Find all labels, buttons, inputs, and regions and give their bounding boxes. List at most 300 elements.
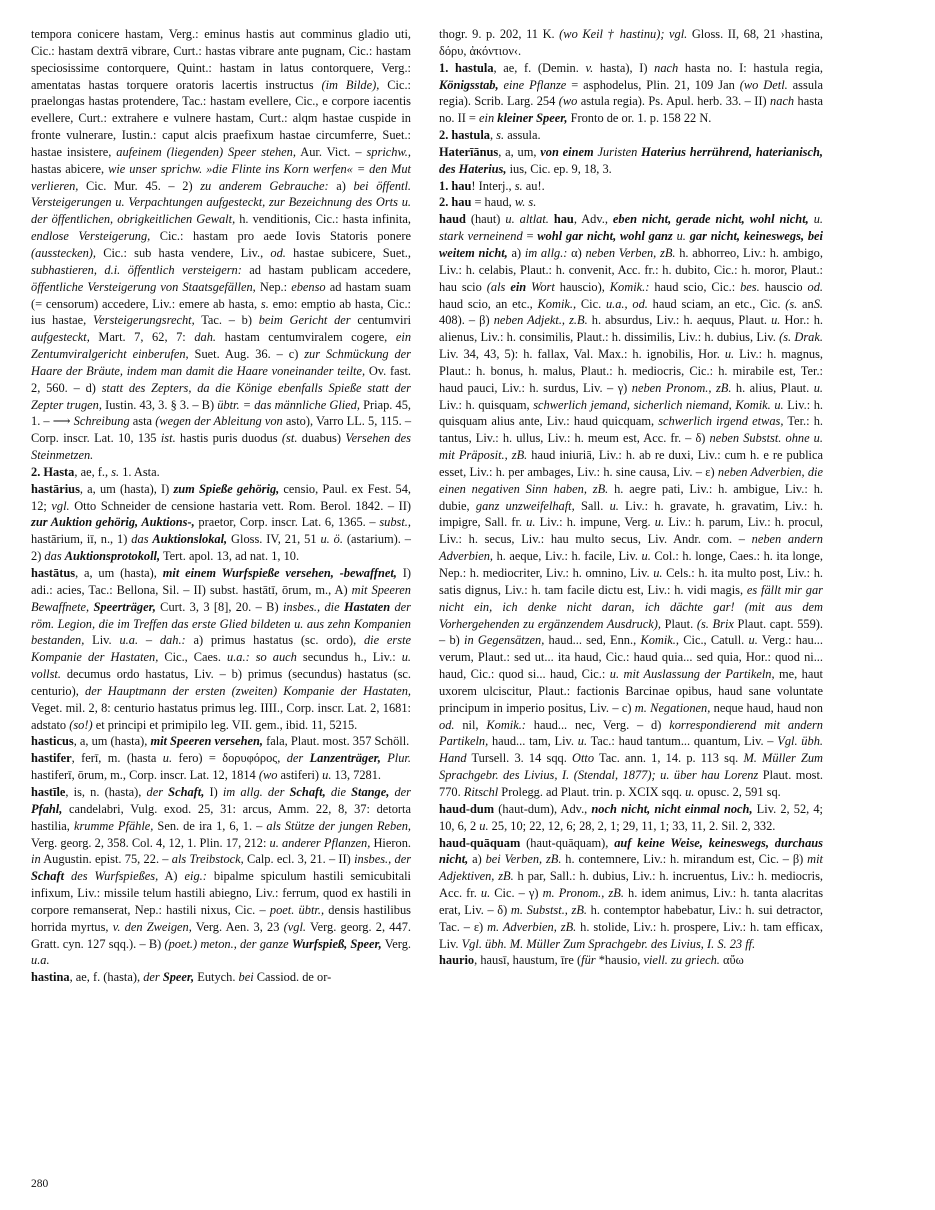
entry-text: Tac. ann. 1, 14. p. 113 sq. bbox=[594, 751, 744, 766]
entry-text: s. bbox=[111, 464, 120, 479]
entry-text: Col.: h. longe, Caes.: h. ita longe, Nep.: h. mediocriter, Liv.: h. omnino, Liv. bbox=[439, 549, 823, 580]
entry-text: Stange, bbox=[351, 784, 390, 799]
entry-headword: haurio bbox=[439, 953, 475, 968]
entry-text: Cassiod. de or- bbox=[253, 970, 332, 985]
dictionary-entry bbox=[439, 178, 823, 195]
entry-text: A) bbox=[158, 869, 185, 884]
dictionary-entry bbox=[31, 464, 411, 481]
entry-text: viell. zu griech. bbox=[643, 953, 720, 968]
entry-text: Sall. bbox=[574, 498, 610, 513]
entry-text: h. contemptor habebatur, Liv.: h. sui detractor, Tac. – ε) bbox=[439, 902, 823, 934]
entry-text: u.a.: so auch bbox=[227, 650, 297, 665]
dictionary-entry bbox=[439, 60, 823, 127]
entry-text: Liv. bbox=[84, 633, 120, 648]
entry-text: u. bbox=[685, 784, 695, 799]
entry-text: Auktionsprotokoll, bbox=[64, 549, 161, 564]
entry-text: Lanzenträger, bbox=[309, 751, 381, 766]
entry-text: u. mit Auslassung der Partikeln, bbox=[609, 667, 775, 682]
entry-text: eig.: bbox=[184, 869, 207, 884]
entry-text: m. Pronom., zB. bbox=[542, 886, 624, 901]
entry-text: poet. übtr., bbox=[269, 902, 325, 917]
entry-text: gar nicht, keineswegs, bei weitem nicht, bbox=[439, 229, 824, 260]
entry-text: schwerlich jemand, sicherlich niemand, Komik. u. bbox=[533, 397, 784, 412]
dictionary-entry bbox=[439, 801, 823, 835]
entry-text: asto), Varro LL. 5, 115. – Corp. inscr. Lat. 10, 135 bbox=[31, 414, 412, 446]
entry-text: h. abhorreo, Liv.: h. ambigo, Liv.: h. celabis, Plaut.: h. convenit, Acc. fr.: h. dubito, Cic.: h. moror, Plaut.: hau scio bbox=[439, 245, 823, 294]
dictionary-entry bbox=[439, 194, 823, 211]
entry-text: a) bbox=[507, 245, 525, 260]
entry-text: haud... nec, Verg. – d) bbox=[525, 717, 670, 732]
entry-text: h. idem animus, Liv.: h. tanta alacritas erat, Liv. – δ) bbox=[439, 886, 824, 917]
entry-text: od. bbox=[270, 245, 286, 260]
entry-text: neben Adverbien, die einen negativen Sinn haben, zB. bbox=[439, 464, 823, 496]
dictionary-entry bbox=[31, 26, 411, 464]
entry-text: hastas abicere, bbox=[31, 161, 109, 176]
entry-text: hastārium, iī, n., 1) bbox=[31, 532, 132, 547]
entry-text: in Gegensätzen, bbox=[464, 633, 545, 648]
entry-text: u. anderer Pflanzen, bbox=[269, 835, 371, 850]
entry-text: Wurfspieß, Speer, bbox=[291, 936, 382, 951]
entry-text: M. Müller Zum Sprachgebr. des Livius, I. (Stendal, 1877); u. über hau Lorenz bbox=[439, 751, 823, 783]
entry-text: , bbox=[489, 128, 497, 143]
entry-text: (haut) bbox=[465, 212, 506, 227]
entry-text: Cic.: praelongas hastas protendere, Tac.: hastam evellere, Cic., e corpore iacentis evellere, Curt.: extrahere e vulnere hastam, Curt.: alqm hastae cuspide in fronte vulnerare, Iustin.: caput alcis praefixum hastae circumferre, Suet.: hastae insistere, bbox=[31, 77, 411, 159]
entry-text: Verg.: hau... verum, Plaut.: sed ut... ita haud, Cic.: haud quia... sed quia, Hor.: quod ni... haud, Cic.: quod si... haud, Cic.: bbox=[439, 633, 823, 682]
entry-text: u. bbox=[653, 566, 663, 580]
entry-text: nach bbox=[770, 94, 795, 109]
entry-text: u. bbox=[676, 229, 686, 244]
entry-text: u. bbox=[479, 818, 489, 833]
entry-text: hasta), I) bbox=[593, 60, 655, 75]
entry-text: u. vollst. bbox=[31, 650, 411, 682]
entry-text: 408). – β) bbox=[439, 313, 494, 328]
entry-text: krumme Pfähle, bbox=[73, 818, 154, 833]
entry-text: Liv.: h. parum, Liv.: h. procul, Liv.: h. secus, Liv.: hau multo secus, Liv. Andr. com. – bbox=[439, 515, 823, 547]
entry-text: aufgesteckt, bbox=[31, 330, 90, 345]
entry-text: , is, n. (hasta), bbox=[65, 784, 147, 799]
entry-text: h. aeque, Liv.: h. facile, Liv. bbox=[493, 549, 642, 564]
entry-text: öffentliche Versteigerung von Staatsgefällen, bbox=[31, 279, 256, 294]
entry-text: candelabri, Vulg. exod. 25, 31: arcus, Amm. 22, 8, 37: detorta hastilia, bbox=[31, 801, 411, 833]
entry-text: hastam centumviralem cogere, bbox=[216, 330, 396, 345]
entry-text: mit Adjektiven, zB. bbox=[439, 852, 823, 884]
entry-text: Plur. bbox=[387, 751, 411, 766]
entry-text: Schaft, bbox=[289, 784, 326, 799]
entry-text: aufeinem (liegenden) Speer stehen, bbox=[116, 144, 296, 159]
entry-text: s. bbox=[496, 128, 505, 143]
entry-text: ad hastam publicam accedere, bbox=[241, 262, 411, 277]
entry-headword: haud bbox=[439, 212, 466, 227]
entry-text: , Adv., bbox=[573, 212, 613, 227]
entry-text: mit Speeren Bewaffnete, bbox=[31, 582, 411, 614]
entry-text: , a, um (hasta), I) bbox=[79, 481, 174, 496]
entry-text: Augustin. epist. 75, 22. – bbox=[40, 852, 172, 867]
entry-text: der bbox=[143, 970, 163, 985]
entry-text: ebenso bbox=[291, 279, 326, 294]
entry-text: als Treibstock, bbox=[171, 852, 244, 867]
entry-text: ad hastam suam (= censorum) accedere, Liv.: emere ab hasta, bbox=[31, 279, 411, 311]
entry-headword: hastārius bbox=[31, 481, 80, 496]
entry-headword: 1. hastula bbox=[439, 60, 494, 75]
entry-text: Komik.: bbox=[486, 717, 526, 732]
entry-text: Verg. Aen. 3, 23 bbox=[191, 919, 284, 934]
entry-text: Liv. 34, 43, 5): h. fallax, Val. Max.: h. ignobilis, Hor. bbox=[439, 347, 725, 362]
entry-text: u. bbox=[654, 515, 665, 530]
entry-text: Cic., Catull. bbox=[679, 633, 749, 648]
entry-text: h. alius, Plaut. bbox=[731, 380, 814, 395]
entry-text: Cic. – γ) bbox=[490, 886, 543, 901]
dictionary-entry bbox=[31, 733, 411, 750]
entry-text: Plaut. most. 770. bbox=[439, 768, 823, 799]
entry-text: (vgl. bbox=[283, 919, 307, 934]
entry-text: h. absurdus, Liv.: h. aequus, Plaut. bbox=[587, 313, 772, 328]
entry-text: fala, Plaut. most. 357 Schöll. bbox=[262, 734, 410, 749]
entry-text: 1. Asta. bbox=[119, 464, 160, 479]
entry-text: ius, Cic. ep. 9, 18, 3. bbox=[506, 161, 612, 176]
entry-text: das bbox=[44, 549, 65, 564]
entry-text: I) bbox=[204, 784, 223, 799]
entry-text: Liv.: h. gravate, h. gravatim, Liv.: h. impigre, Sall. fr. bbox=[439, 498, 823, 530]
entry-text: u. bbox=[771, 313, 781, 328]
entry-text: Ritschl bbox=[463, 784, 499, 799]
entry-text: Hieron. bbox=[370, 835, 411, 850]
entry-text: an bbox=[797, 296, 814, 311]
entry-text: duabus) bbox=[297, 431, 346, 446]
entry-text: korrespondierend mit andern Partikeln, bbox=[439, 717, 823, 749]
entry-text: sprichw., bbox=[366, 144, 412, 159]
entry-text: Prolegg. ad Plaut. trin. p. XCIX sqq. bbox=[498, 784, 686, 799]
entry-text: a) bbox=[468, 852, 486, 867]
entry-headword: hastātus bbox=[31, 566, 76, 580]
entry-text: astula regia). Ps. Apul. herb. 33. – II) bbox=[577, 94, 771, 109]
entry-text: Gloss. II, 68, 21 ›hastina, δόρυ, ἀκόντιον‹. bbox=[439, 27, 823, 58]
entry-text: h. aegre pati, Liv.: h. ambigue, Liv.: h. dubie, bbox=[439, 481, 823, 513]
entry-text: , ae, f. (Demin. bbox=[493, 60, 586, 75]
entry-text: Speerträger, bbox=[93, 599, 156, 614]
entry-headword: haud-quāquam bbox=[439, 835, 521, 850]
entry-text: w. s. bbox=[514, 195, 537, 210]
dictionary-entry bbox=[439, 127, 823, 144]
entry-text: beim Gericht der bbox=[258, 313, 351, 328]
entry-text: es fällt mir gar nicht ein, ich denke nicht daran, ich dächte gar! (mit aus dem Vorhergehenden zu ergänzendem Ausdruck), bbox=[439, 582, 823, 631]
entry-text: (haut-quāquam), bbox=[520, 835, 615, 850]
entry-text: tempora conicere hastam, Verg.: eminus hastis aut comminus gladio uti, Cic.: hastam dextrā vibrare, Curt.: hastas vibrare ante pugnam, Cic.: hastam speciosissime contorquere, Quint.: hastam in latus contorquere, Verg.: amentatas hastas torquere oratoris lacertis instructus bbox=[31, 27, 411, 92]
entry-text: ganz unzweifelhaft, bbox=[475, 498, 575, 513]
entry-text: u. bbox=[526, 515, 536, 530]
entry-text: , a, um (hasta), bbox=[75, 566, 163, 580]
entry-text: ist. bbox=[160, 431, 176, 446]
entry-text: (poet.) meton., der ganze bbox=[164, 936, 292, 951]
entry-text: , ae, f. (hasta), bbox=[69, 970, 144, 985]
entry-text: Plaut. bbox=[660, 616, 697, 631]
entry-text: emo: emptio ab hasta, Cic.: ius hastae, bbox=[31, 296, 411, 328]
entry-text: für bbox=[581, 953, 596, 968]
right-column bbox=[439, 26, 823, 969]
entry-text: insbes., die bbox=[282, 599, 344, 614]
entry-text: Ov. fast. 2, 560. – d) bbox=[31, 363, 411, 395]
entry-text: secundus h., Liv.: bbox=[296, 650, 402, 665]
entry-text: Hor.: h. alienus, Liv.: h. consimilis, Plaut.: h. dissimilis, Liv.: h. dubius, Liv. bbox=[439, 313, 823, 345]
entry-text: decumus ordo hastatus, Liv. – b) primus (secundus) hastatus (sc. centurio), bbox=[31, 667, 411, 698]
entry-text: asta bbox=[129, 414, 156, 429]
entry-text: mit einem Wurfspieße versehen, -bewaffnet, bbox=[162, 566, 397, 580]
dictionary-entry bbox=[439, 952, 823, 969]
entry-text: (s. Brix bbox=[696, 616, 734, 631]
entry-text: Nep.: bbox=[255, 279, 292, 294]
entry-text: S. bbox=[813, 296, 823, 311]
entry-text: censio, Paul. ex Fest. 54, 12; bbox=[31, 481, 411, 513]
entry-text: (st. bbox=[281, 431, 298, 446]
entry-text: (s. bbox=[785, 296, 798, 311]
entry-text: Cic.: hastam pro aede Iovis Statoris ponere bbox=[150, 229, 411, 244]
entry-text: u. bbox=[577, 734, 588, 749]
entry-text: u. stark verneinend bbox=[439, 212, 823, 244]
entry-text: das bbox=[131, 532, 153, 547]
entry-text: αὔω bbox=[719, 953, 744, 968]
entry-text: hauscio), bbox=[554, 279, 610, 294]
entry-text: Komik., bbox=[537, 296, 577, 311]
entry-text: = asphodelus, Plin. 21, 109 Jan bbox=[566, 77, 740, 92]
entry-text: haud sciam, an etc., Cic. bbox=[647, 296, 786, 311]
dictionary-entry bbox=[31, 750, 411, 784]
entry-text: Curt. 3, 3 [8], 20. – B) bbox=[155, 599, 283, 614]
entry-text: Ter.: h. tantus, Liv.: h. ullus, Liv.: h. meum est, Acc. fr. – δ) bbox=[439, 414, 823, 446]
entry-text: , a, um (hasta), bbox=[73, 734, 151, 749]
entry-headword: hastīle bbox=[31, 784, 66, 799]
entry-text: neque haud, haud non bbox=[710, 700, 823, 715]
entry-text: assula. bbox=[504, 128, 541, 143]
entry-text: wie unser sprichw. »die Flinte ins Korn werfen« = den Mut verlieren, bbox=[31, 161, 411, 193]
entry-text: des Wurfspießes, bbox=[64, 869, 159, 884]
entry-text: Cels.: h. ita multo post, Liv.: h. satis dignus, Liv.: h. tam facile dictu est, Liv.: h. vidi magis, bbox=[439, 566, 823, 597]
dictionary-entry bbox=[31, 481, 411, 565]
entry-text: eben nicht, gerade nicht, wohl nicht, bbox=[612, 212, 809, 227]
entry-text: haud... tam, Liv. bbox=[488, 734, 578, 749]
entry-headword: hastifer bbox=[31, 751, 72, 766]
entry-text: wohl gar nicht, wohl ganz bbox=[537, 229, 673, 244]
entry-text: Suet. Aug. 36. – c) bbox=[188, 347, 305, 362]
entry-text: Otto Schneider de censione hastaria vett. Rom. Berol. 1842. – II) bbox=[69, 498, 411, 513]
entry-text: od. bbox=[439, 717, 455, 732]
entry-text: Cic.: sub hasta vendere, Liv., bbox=[96, 245, 271, 260]
entry-headword: hau bbox=[553, 212, 574, 227]
entry-text: der bbox=[146, 784, 169, 799]
entry-text: als Stütze der jungen Reben, bbox=[266, 818, 412, 833]
entry-text: Gloss. IV, 21, 51 bbox=[227, 532, 321, 547]
entry-text: kleiner Speer, bbox=[497, 111, 568, 126]
entry-text: Schreibung bbox=[73, 414, 130, 429]
entry-text: hastis puris duodus bbox=[175, 431, 282, 446]
entry-text: der bbox=[394, 784, 411, 799]
entry-text: m. Substst., zB. bbox=[510, 902, 588, 917]
entry-text: Liv. 2, 52, 4; 10, 6, 2 bbox=[439, 801, 824, 833]
entry-text: thogr. 9. p. 202, 11 K. bbox=[439, 27, 560, 41]
entry-text: h. contemnere, Liv.: h. mirandum est, Cic. – β) bbox=[561, 852, 808, 867]
entry-text: densis hastilibus horrida myrtus, bbox=[31, 902, 412, 934]
entry-text: Komik.: bbox=[609, 279, 650, 294]
entry-text: assula regia). Scrib. Larg. 254 bbox=[439, 77, 823, 109]
entry-text: (wo Detl. bbox=[739, 77, 788, 92]
entry-text: Calp. ecl. 3, 21. – II) bbox=[243, 852, 355, 867]
entry-text: Schaft, bbox=[168, 784, 205, 799]
left-column bbox=[31, 26, 411, 986]
entry-text: hastae subicere, Suet., bbox=[285, 245, 411, 260]
entry-text: bipalme spiculum hastili semicubitali infixum, Liv.: missile telum hastili abiegno, Liv.: ferrum, quod ex hastili in corpore remanserat, Nep.: hastili nixus, Cic. – bbox=[31, 869, 411, 917]
entry-text: a) bbox=[328, 178, 354, 193]
entry-text: ! Interj., bbox=[471, 178, 515, 193]
entry-text: bei öffentl. Versteigerungen u. Verpachtungen aufgesteckt, zur Bezeichnung des Orts u. der öffentlichen, obrigkeitlichen Gewalt, bbox=[31, 178, 411, 227]
entry-text: schwerlich irgend etwas, bbox=[658, 414, 784, 429]
entry-text: v. den Zweigen, bbox=[112, 919, 192, 934]
entry-text: Eutych. bbox=[194, 970, 239, 985]
entry-text: , ae, f., bbox=[74, 464, 112, 479]
entry-text: Verg. bbox=[381, 936, 412, 951]
entry-text: Verg. georg. 2, 358. Col. 4, 12, 1. Plin. 17, 212: bbox=[31, 835, 270, 850]
entry-text: neben andern Adverbien, bbox=[439, 532, 823, 564]
entry-text: v. bbox=[585, 60, 594, 75]
entry-text: (so!) bbox=[69, 717, 93, 732]
entry-text: od. bbox=[807, 279, 824, 294]
entry-text: Vgl. übh. Hand bbox=[439, 734, 823, 766]
entry-text: u.a. bbox=[31, 953, 50, 968]
entry-text: , a, um, bbox=[498, 144, 541, 159]
entry-text: neben Pronom., zB. bbox=[631, 380, 732, 395]
entry-text: (wo bbox=[558, 94, 578, 109]
entry-text: Cic., Caes. bbox=[158, 650, 227, 665]
entry-text: Sen. de ira 1, 6, 1. – bbox=[153, 818, 267, 833]
entry-text: (im Bilde), bbox=[321, 77, 380, 92]
entry-text: α) bbox=[567, 245, 586, 260]
entry-text: Aur. Vict. – bbox=[295, 144, 367, 159]
entry-text: ein Zentumviralgericht einberufen, bbox=[31, 330, 412, 362]
entry-text: et principi et primipilo leg. VII. gem., ibid. 11, 5215. bbox=[92, 717, 358, 732]
entry-text: übtr. = das männliche Glied, bbox=[217, 397, 360, 412]
entry-text: Iustin. 43, 3. § 3. – B) bbox=[101, 397, 218, 412]
entry-text: u. altlat. bbox=[505, 212, 549, 227]
dictionary-entry bbox=[439, 211, 823, 801]
entry-text: Veget. mil. 2, 8: centurio hastatus primus leg. IIII., Corp. inscr. Lat. 2, 1681: adstato bbox=[31, 700, 411, 732]
entry-text: Priap. 45, 1. – ⟶ bbox=[31, 397, 411, 429]
entry-text: Versteigerungsrecht, bbox=[92, 313, 195, 328]
entry-text: u. bbox=[813, 380, 823, 395]
entry-text: neben Substst. ohne u. mit Präposit., zB. bbox=[439, 431, 823, 463]
entry-text: nil, bbox=[454, 717, 487, 732]
entry-text: , hausī, haustum, īre ( bbox=[474, 953, 582, 968]
entry-text: Speer, bbox=[162, 970, 195, 985]
entry-headword: hasticus bbox=[31, 734, 74, 749]
entry-text: s. bbox=[514, 178, 523, 193]
entry-text: Cic. bbox=[576, 296, 606, 311]
entry-text: in bbox=[31, 852, 41, 867]
entry-text: Otto bbox=[572, 751, 595, 766]
entry-text: der Hauptmann der ersten (zweiten) Kompanie der Hastaten, bbox=[85, 683, 412, 698]
entry-text: hasta no. II = bbox=[439, 94, 824, 126]
entry-text: u. ö. bbox=[320, 532, 343, 547]
entry-text: von einem bbox=[540, 144, 594, 159]
entry-text: praetor, Corp. inscr. Lat. 6, 1365. – bbox=[194, 515, 380, 530]
entry-text: h par, Sall.: h. dubius, Liv.: h. incruentus, Liv.: h. mediocris, Acc. fr. bbox=[439, 869, 823, 901]
entry-text: u. bbox=[724, 347, 735, 362]
entry-text: Liv.: h. quisquam, bbox=[439, 397, 534, 412]
entry-text: (astarium). – 2) bbox=[31, 532, 411, 564]
entry-headword: hastina bbox=[31, 970, 70, 985]
entry-text: vgl. bbox=[669, 27, 688, 41]
dictionary-entry bbox=[31, 565, 411, 733]
entry-text: endlose Versteigerung, bbox=[31, 229, 151, 244]
entry-text: dah. bbox=[194, 330, 217, 345]
entry-headword: 2. Hasta bbox=[31, 464, 75, 479]
entry-text: subst., bbox=[379, 515, 412, 530]
entry-text: Plaut. capt. 559). – b) bbox=[439, 616, 823, 648]
entry-text: h. stolide, Liv.: h. prospere, Liv.: h. tam efficax, Liv. bbox=[439, 919, 823, 951]
entry-headword: haud-dum bbox=[439, 801, 495, 816]
entry-text: Vgl. übh. M. Müller Zum Sprachgebr. des Livius, I. S. 23 ff. bbox=[461, 936, 756, 951]
entry-text: zur Schmückung der Haare der Bräute, indem man damit die Haare voneinander teilte, bbox=[31, 347, 412, 378]
entry-text: auf keine Weise, keineswegs, durchaus nicht, bbox=[439, 835, 823, 867]
entry-text: = haud, bbox=[471, 195, 515, 210]
entry-text: u. bbox=[480, 886, 491, 901]
dictionary-entry bbox=[439, 26, 823, 60]
entry-headword: 2. hastula bbox=[439, 128, 490, 143]
entry-text: ein bbox=[479, 111, 498, 126]
entry-text: die erste Kompanie der Hastaten, bbox=[31, 633, 412, 665]
entry-text: m. Adverbien, zB. bbox=[487, 919, 577, 934]
entry-text: hastiferī, ōrum, m., Corp. inscr. Lat. 12, 1814 bbox=[31, 768, 259, 783]
entry-text: die bbox=[330, 784, 352, 799]
entry-text: insbes., der bbox=[354, 852, 412, 867]
entry-text: Schaft bbox=[31, 869, 65, 884]
entry-text: Komik., bbox=[640, 633, 679, 648]
entry-text: u. bbox=[641, 549, 651, 564]
dictionary-entry bbox=[31, 969, 411, 986]
entry-text: au!. bbox=[522, 178, 545, 193]
entry-headword: 1. hau bbox=[439, 178, 472, 193]
entry-text: (wo Keil † hastinu); bbox=[559, 27, 665, 41]
entry-headword: Haterīānus bbox=[439, 144, 499, 159]
entry-text: neben Verben, zB. bbox=[585, 245, 676, 260]
entry-text: Liv.: h. impune, Verg. bbox=[535, 515, 655, 530]
entry-text: (haut-dum), Adv., bbox=[494, 801, 592, 816]
entry-text: Königsstab, bbox=[439, 77, 499, 92]
entry-text: astiferi) bbox=[277, 768, 323, 783]
entry-text: (wo bbox=[258, 768, 278, 783]
entry-text: Tac. – b) bbox=[194, 313, 259, 328]
entry-text: m. Negationen, bbox=[634, 700, 711, 715]
entry-text: I) adi.: acies, Tac.: Bellona, Sil. – II) subst. hastātī, ōrum, m., A) bbox=[31, 566, 412, 597]
entry-text: zur Auktion gehörig, Auktions-, bbox=[31, 515, 195, 530]
entry-text: a) primus hastatus (sc. ordo), bbox=[185, 633, 364, 648]
entry-text: Liv.: h. quisquam alius ante, Liv.: haud quicquam, bbox=[439, 397, 823, 429]
entry-text: hasta no. I: hastula regia, bbox=[678, 60, 823, 75]
entry-text: (als bbox=[486, 279, 511, 294]
entry-text: der bbox=[286, 751, 310, 766]
entry-text: Cic. Mur. 45. – 2) bbox=[78, 178, 201, 193]
entry-text: Haterius herrührend, haterianisch, des Haterius, bbox=[439, 144, 823, 176]
entry-text: bes. bbox=[740, 279, 760, 294]
entry-text: u.a. – dah.: bbox=[119, 633, 186, 648]
entry-text: Tursell. 3. 14 sqq. bbox=[466, 751, 573, 766]
entry-text: 13, 7281. bbox=[331, 768, 382, 783]
entry-text: *hausio, bbox=[595, 953, 644, 968]
entry-text: vgl. bbox=[51, 498, 70, 513]
entry-text: im allg.: bbox=[524, 245, 568, 260]
entry-text: s. bbox=[260, 296, 269, 311]
entry-text: Liv.: h. magnus, Plaut.: h. bonus, h. malus, Plaut.: h. mediocris, Cic.: h. mirabile est, Ter.: haud pauci, Liv.: h. surdus, Liv. – γ) bbox=[439, 347, 824, 395]
entry-text: Versehen des Steinmetzen. bbox=[31, 431, 411, 463]
entry-text: Juristen bbox=[597, 144, 638, 159]
entry-text: fero) = δορυφόρος, bbox=[172, 751, 287, 766]
page-number: 280 bbox=[31, 1178, 49, 1190]
